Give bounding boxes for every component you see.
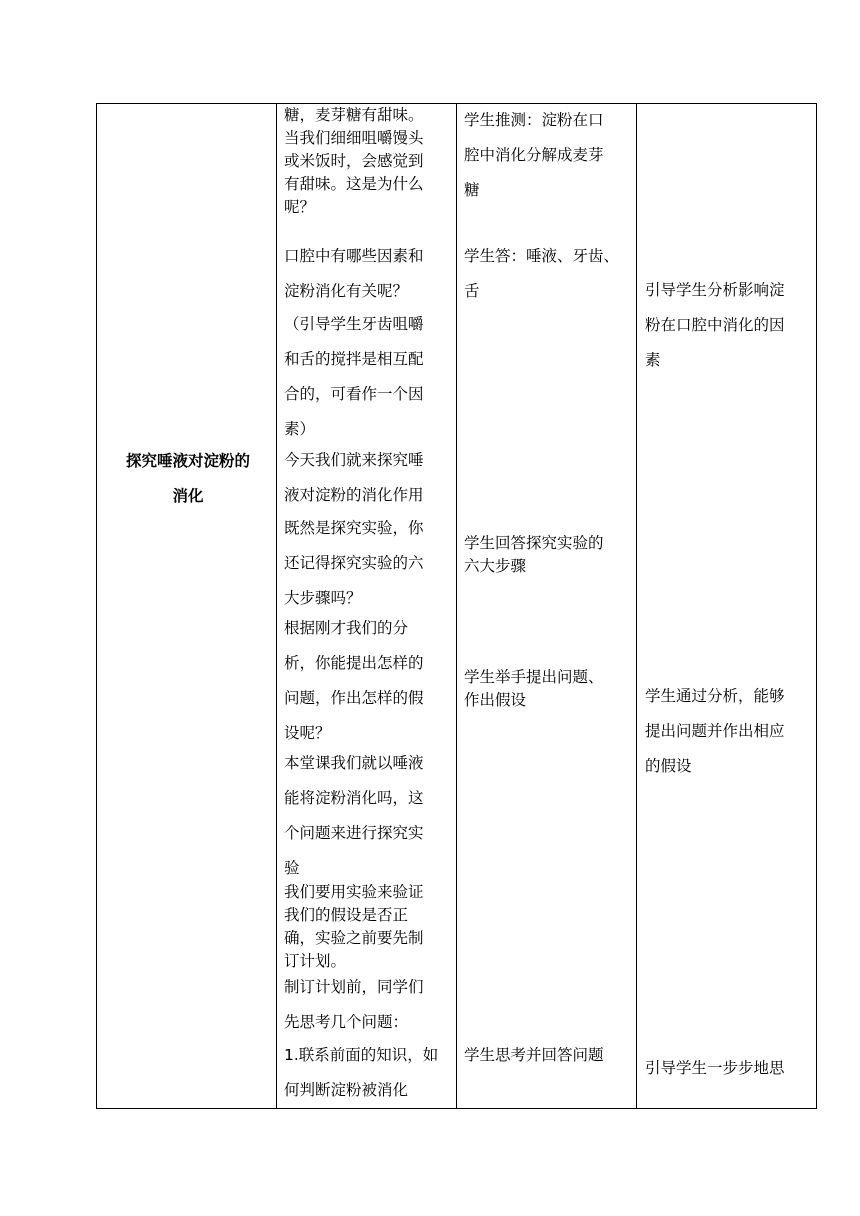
teacher-text-5: 既然是探究实验，你 还记得探究实验的六 大步骤吗？ bbox=[284, 519, 424, 607]
teacher-text-9: 制订计划前，同学们 先思考几个问题： bbox=[284, 978, 424, 1031]
teacher-text-3: （引导学生牙齿咀嚼 和舌的搅拌是相互配 合的，可看作一个因 素） bbox=[284, 315, 424, 438]
student-text-2: 学生答：唾液、牙齿、 舌 bbox=[464, 247, 620, 300]
teacher-text-1: 糖，麦芽糖有甜味。 当我们细细咀嚼馒头 或米饭时，会感觉到 有甜味。这是为什么 呢？ bbox=[284, 106, 424, 216]
teacher-text-6: 根据刚才我们的分 析，你能提出怎样的 问题，作出怎样的假 设呢？ bbox=[284, 619, 424, 742]
teacher-text-7: 本堂课我们就以唾液 能将淀粉消化吗，这 个问题来进行探究实 验 bbox=[284, 754, 424, 877]
column-divider-2 bbox=[456, 103, 457, 1109]
student-text-5: 学生思考并回答问题 bbox=[464, 1046, 604, 1064]
teacher-text-10: 1.联系前面的知识，如 何判断淀粉被消化 bbox=[284, 1046, 439, 1099]
teacher-text-4: 今天我们就来探究唾 液对淀粉的消化作用 bbox=[284, 451, 424, 504]
student-text-1: 学生推测：淀粉在口 腔中消化分解成麦芽 糖 bbox=[464, 111, 604, 199]
intent-text-1: 引导学生分析影响淀 粉在口腔中消化的因 素 bbox=[645, 281, 785, 369]
student-text-3: 学生回答探究实验的 六大步骤 bbox=[464, 534, 604, 575]
student-text-4: 学生举手提出问题、 作出假设 bbox=[464, 668, 604, 709]
table-right-border bbox=[816, 103, 817, 1109]
intent-text-2: 学生通过分析，能够 提出问题并作出相应 的假设 bbox=[645, 687, 785, 775]
stage-title: 探究唾液对淀粉的 消化 bbox=[125, 452, 250, 505]
table-left-border bbox=[96, 103, 97, 1109]
column-divider-3 bbox=[636, 103, 637, 1109]
intent-text-3: 引导学生一步步地思 bbox=[645, 1059, 785, 1077]
teacher-text-2: 口腔中有哪些因素和 淀粉消化有关呢？ bbox=[284, 247, 424, 300]
column-divider-1 bbox=[276, 103, 277, 1109]
teacher-text-8: 我们要用实验来验证 我们的假设是否正 确，实验之前要先制 订计划。 bbox=[284, 883, 424, 970]
